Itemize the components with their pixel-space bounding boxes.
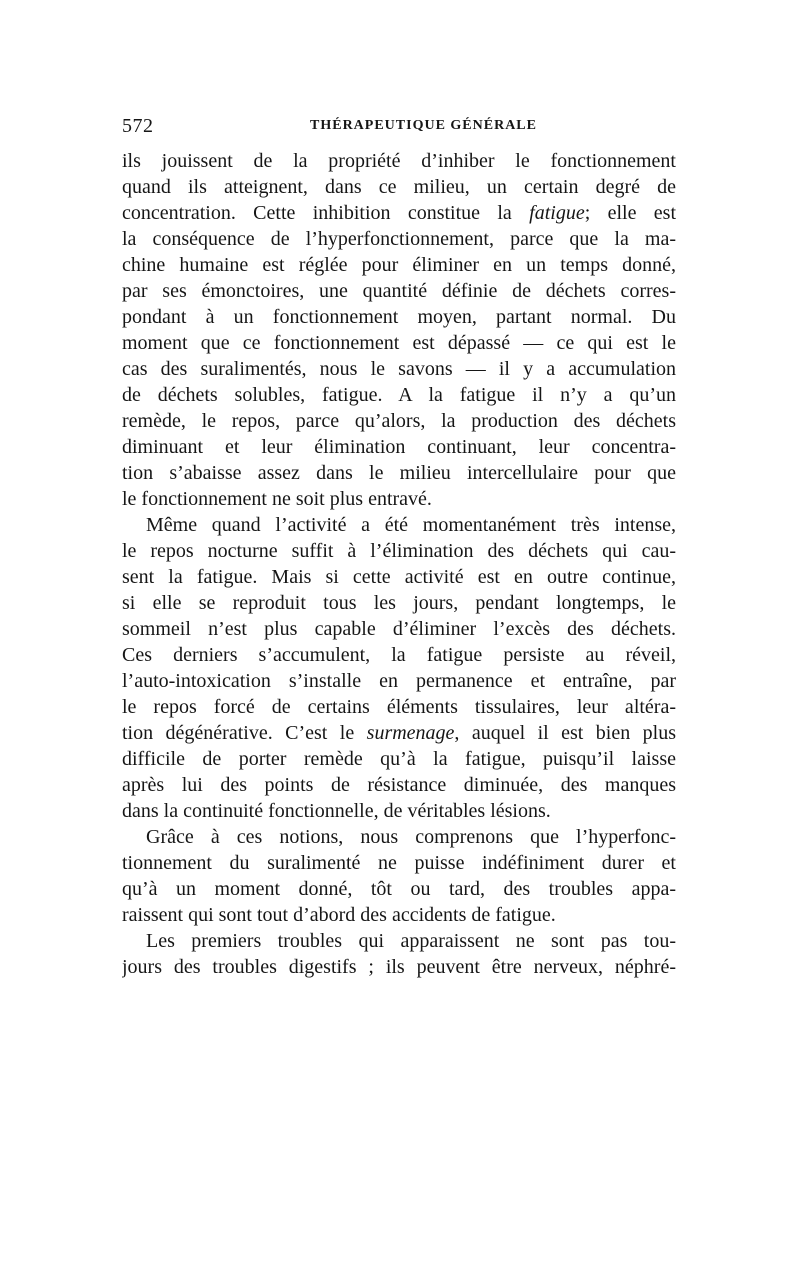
text-line: Ces derniers s’accumulent, la fatigue persiste au réveil,: [122, 644, 676, 666]
text-line: tion s’abaisse assez dans le milieu intercellulaire pour que: [122, 462, 676, 484]
text-line: le repos forcé de certains éléments tissulaires, leur altéra-: [122, 696, 676, 718]
text-line: sent la fatigue. Mais si cette activité est en outre continue,: [122, 566, 676, 588]
running-head: [122, 114, 676, 138]
emphasis-fatigue: fatigue: [529, 202, 585, 224]
text-line: sommeil n’est plus capable d’éliminer l’excès des déchets.: [122, 618, 676, 640]
text-line: remède, le repos, parce qu’alors, la production des déchets: [122, 410, 676, 432]
page-number: 572: [122, 115, 154, 137]
text-fragment: tion dégénérative. C’est le: [122, 722, 355, 744]
text-line: quand ils atteignent, dans ce milieu, un certain degré de: [122, 176, 676, 198]
text-line: cas des suralimentés, nous le savons — il y a accumulation: [122, 358, 676, 380]
text-line: raissent qui sont tout d’abord des accidents de fatigue.: [122, 904, 556, 926]
text-fragment: concentration. Cette inhibition constitue la: [122, 202, 512, 224]
text-line: [122, 720, 676, 746]
text-line: [122, 200, 676, 226]
text-line: Grâce à ces notions, nous comprenons que l’hyperfonc-: [146, 826, 676, 848]
emphasis-surmenage: surmenage: [366, 722, 455, 744]
text-line: difficile de porter remède qu’à la fatigue, puisqu’il laisse: [122, 748, 676, 770]
text-fragment: , auquel il est bien plus: [454, 722, 676, 744]
text-line: chine humaine est réglée pour éliminer en un temps donné,: [122, 254, 676, 276]
text-line: Même quand l’activité a été momentanément très intense,: [146, 514, 676, 536]
text-line: jours des troubles digestifs ; ils peuvent être nerveux, néphré-: [122, 956, 676, 978]
text-line: par ses émonctoires, une quantité définie de déchets corres-: [122, 280, 676, 302]
text-line: dans la continuité fonctionnelle, de véritables lésions.: [122, 800, 551, 822]
body-text: [122, 148, 676, 980]
text-line: si elle se reproduit tous les jours, pendant longtemps, le: [122, 592, 676, 614]
text-line: de déchets solubles, fatigue. A la fatigue il n’y a qu’un: [122, 384, 676, 406]
text-line: pondant à un fonctionnement moyen, partant normal. Du: [122, 306, 676, 328]
text-fragment: ; elle est: [584, 202, 676, 224]
text-line: moment que ce fonctionnement est dépassé — ce qui est le: [122, 332, 676, 354]
text-line: le fonctionnement ne soit plus entravé.: [122, 488, 432, 510]
text-line: le repos nocturne suffit à l’élimination des déchets qui cau-: [122, 540, 676, 562]
text-line: qu’à un moment donné, tôt ou tard, des troubles appa-: [122, 878, 676, 900]
text-line: diminuant et leur élimination continuant, leur concentra-: [122, 436, 676, 458]
text-line: après lui des points de résistance diminuée, des manques: [122, 774, 676, 796]
text-line: ils jouissent de la propriété d’inhiber le fonctionnement: [122, 150, 676, 172]
text-line: l’auto-intoxication s’installe en permanence et entraîne, par: [122, 670, 676, 692]
text-line: tionnement du suralimenté ne puisse indéfiniment durer et: [122, 852, 676, 874]
text-line: la conséquence de l’hyperfonctionnement, parce que la ma-: [122, 228, 676, 250]
running-title: THÉRAPEUTIQUE GÉNÉRALE: [310, 118, 537, 133]
text-line: Les premiers troubles qui apparaissent ne sont pas tou-: [146, 930, 676, 952]
